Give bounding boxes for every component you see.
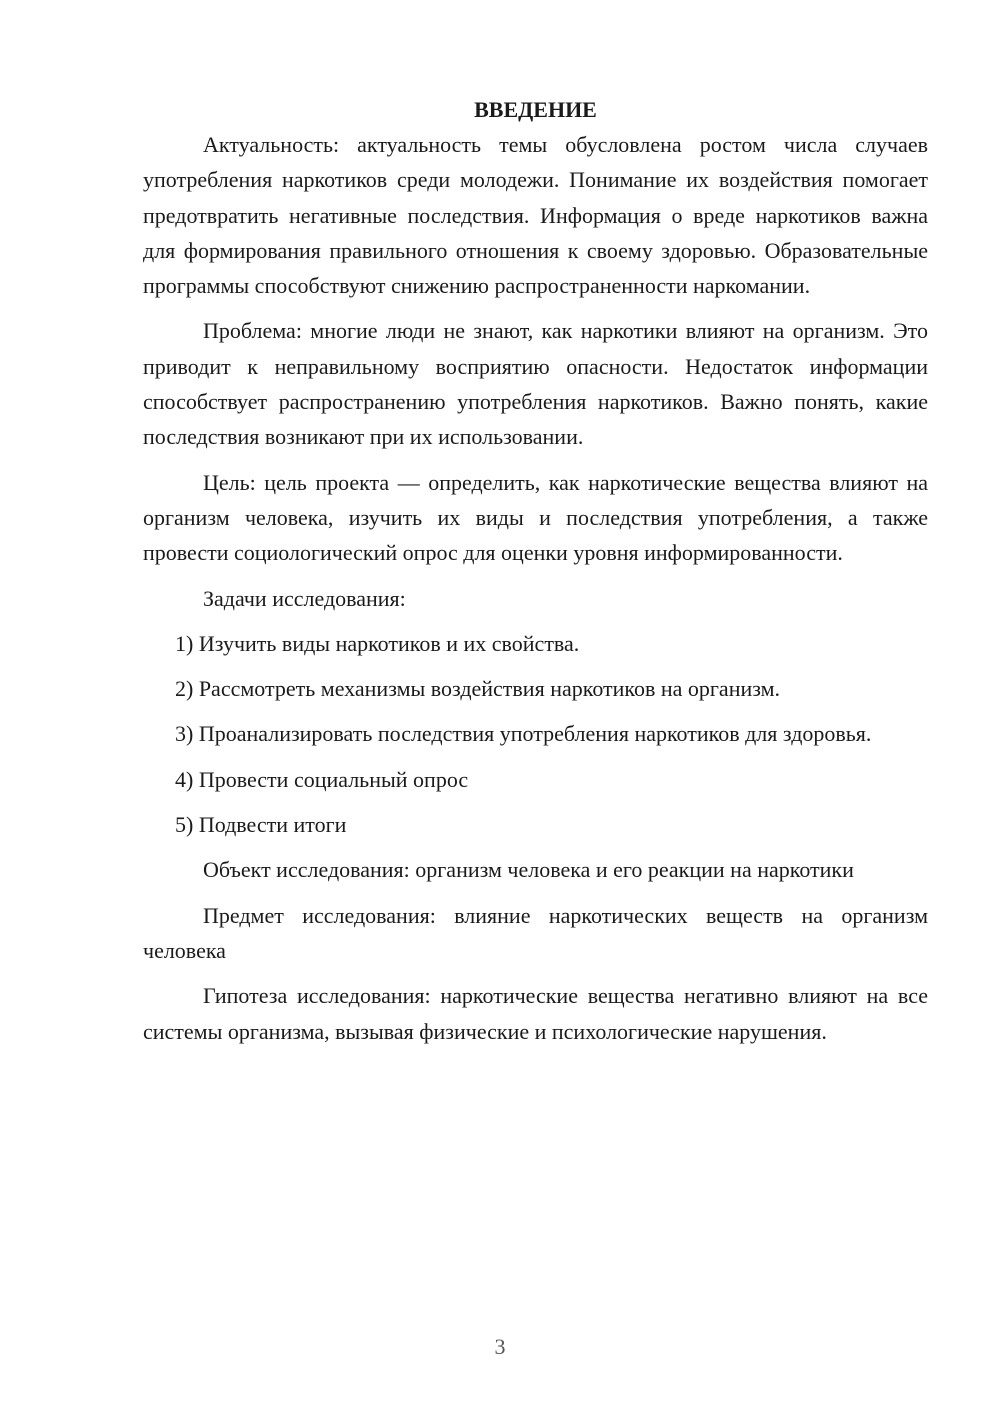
task-item-2: 2) Рассмотреть механизмы воздействия наркотиков на организм. [175,676,781,702]
task-item-1: 1) Изучить виды наркотиков и их свойства. [175,630,580,656]
tasks-title: Задачи исследования: [203,585,406,611]
task-item-3: 3) Проанализировать последствия употребления наркотиков для здоровья. [175,721,872,747]
task-item-5: 5) Подвести итоги [175,812,347,838]
relevance-paragraph: Актуальность: актуальность темы обусловлена ростом числа случаев употребления наркотиков среди молодежи. Понимание их воздействия помогает предотвратить негативные последствия. Информация о вреде наркотиков важна для формирования правильного отношения к своему здоровью. Образовательные программы способствуют снижению распространенности наркомании. [143,132,928,299]
hypothesis-paragraph: Гипотеза исследования: наркотические вещества негативно влияют на все системы организма, вызывая физические и психологические нарушения. [143,983,928,1044]
goal-paragraph: Цель: цель проекта — определить, как наркотические вещества влияют на организм человека, изучить их виды и последствия употребления, а также провести социологический опрос для оценки уровня информированности. [143,469,928,566]
task-item-4: 4) Провести социальный опрос [175,766,469,792]
page-title: ВВЕДЕНИЕ [474,97,597,122]
page-content [143,92,928,1049]
problem-paragraph: Проблема: многие люди не знают, как наркотики влияют на организм. Это приводит к неправильному восприятию опасности. Недостаток информации способствует распространению употребления наркотиков. Важно понять, какие последствия возникают при их использовании. [143,318,928,450]
page-number: 3 [494,1334,506,1359]
subject-paragraph: Предмет исследования: влияние наркотических веществ на организм человека [143,902,928,963]
object-paragraph: Объект исследования: организм человека и его реакции на наркотики [203,857,854,883]
